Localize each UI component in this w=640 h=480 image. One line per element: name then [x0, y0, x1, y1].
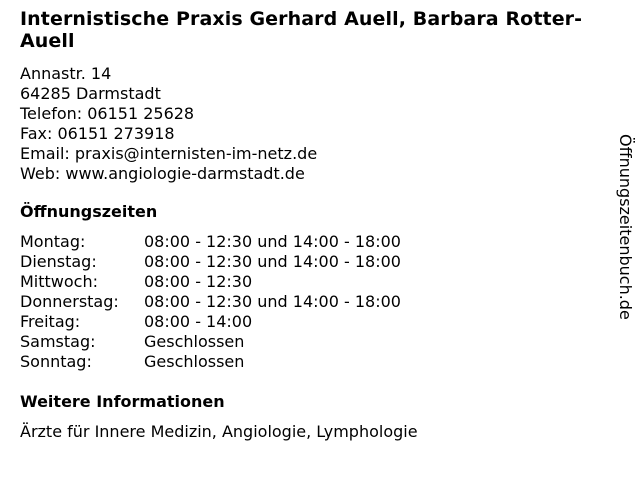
opening-hours-table	[20, 232, 401, 372]
city-line: 64285 Darmstadt	[20, 84, 161, 103]
phone-line: Telefon: 06151 25628	[20, 104, 195, 123]
time-value: 08:00 - 14:00	[144, 312, 253, 331]
time-value: Geschlossen	[144, 352, 245, 371]
time-value: 08:00 - 12:30 und 14:00 - 18:00	[144, 252, 401, 271]
email-line[interactable]: Email: praxis@internisten-im-netz.de	[20, 144, 318, 163]
day-label: Dienstag:	[20, 252, 97, 271]
time-value: 08:00 - 12:30 und 14:00 - 18:00	[144, 292, 401, 311]
contact-block	[20, 64, 610, 184]
table-row	[20, 252, 401, 272]
more-info-heading: Weitere Informationen	[20, 392, 225, 411]
day-label: Donnerstag:	[20, 292, 119, 311]
table-row	[20, 312, 401, 332]
street-line: Annastr. 14	[20, 64, 112, 83]
day-label: Sonntag:	[20, 352, 92, 371]
day-label: Montag:	[20, 232, 86, 251]
table-row	[20, 292, 401, 312]
site-watermark: Öffnungszeitenbuch.de	[616, 134, 635, 320]
time-value: Geschlossen	[144, 332, 245, 351]
more-info-text: Ärzte für Innere Medizin, Angiologie, Lymphologie	[20, 422, 418, 441]
web-line[interactable]: Web: www.angiologie-darmstadt.de	[20, 164, 305, 183]
day-label: Samstag:	[20, 332, 96, 351]
time-value: 08:00 - 12:30 und 14:00 - 18:00	[144, 232, 401, 251]
opening-hours-heading: Öffnungszeiten	[20, 202, 158, 221]
table-row	[20, 232, 401, 252]
time-value: 08:00 - 12:30	[144, 272, 253, 291]
table-row	[20, 272, 401, 292]
table-row	[20, 332, 401, 352]
table-row	[20, 352, 401, 372]
practice-title: Internistische Praxis Gerhard Auell, Barbara Rotter-Auell	[20, 8, 583, 52]
fax-line: Fax: 06151 273918	[20, 124, 175, 143]
practice-card	[20, 8, 610, 442]
day-label: Freitag:	[20, 312, 81, 331]
day-label: Mittwoch:	[20, 272, 98, 291]
